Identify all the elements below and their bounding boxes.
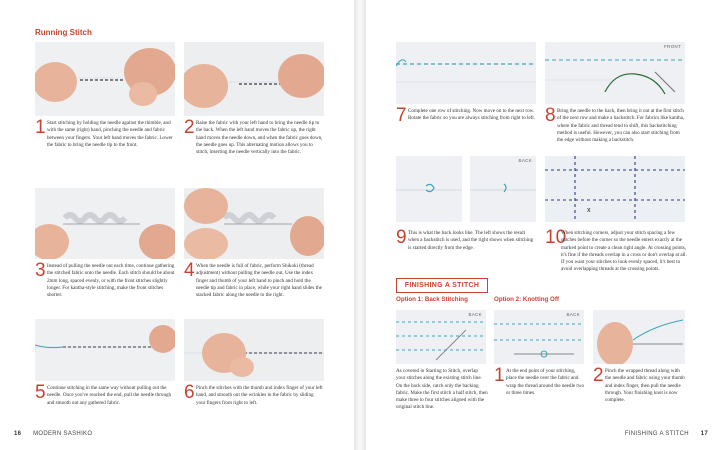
step-3	[35, 260, 175, 315]
photo-step-7	[396, 42, 536, 104]
label-back: BACK	[566, 312, 580, 317]
photo-step-9-left	[396, 156, 462, 222]
photo-step-5-illustration	[35, 319, 175, 381]
step-text: When stitching corners, adjust your stitch spacing a few stitches before the corner so the needle enters exactly at the marked point to create a clean right angle. At crossing points, it's fine if the threads overlap in a cross or don't overlap at all. If you want your stitches to look evenly spaced, it's best to avoid overlapping threads at the crossing points.	[561, 230, 687, 273]
step-1	[35, 117, 175, 180]
photo-option-1	[396, 310, 486, 364]
photo-step-4-illustration	[184, 188, 324, 259]
step-number: 1	[35, 117, 46, 138]
step-number: 5	[35, 382, 46, 403]
running-head: FINISHING A STITCH	[624, 431, 689, 437]
section-title-running-stitch: Running Stitch	[35, 28, 92, 37]
option-2-step-1	[494, 365, 586, 408]
footer-right	[625, 431, 708, 437]
step-number: 2	[593, 365, 604, 386]
photo-step-6-illustration	[184, 319, 324, 381]
step-number: 8	[545, 105, 556, 126]
photo-step-3-illustration	[35, 188, 175, 259]
step-number: 3	[35, 260, 46, 281]
option-1-title: Option 1: Back Stitching	[396, 296, 468, 303]
step-5	[35, 382, 175, 425]
step-text: As covered in Starting to Stitch, overlap your stitches along the existing stitch line. On the back side, catch only the backing fabric. Make the first stitch a half stitch, then make three to four stitches aligned with the original stitch line.	[396, 368, 488, 411]
book-gutter	[354, 0, 366, 450]
photo-step-4	[184, 188, 324, 259]
step-number: 4	[184, 260, 195, 281]
photo-step-3	[35, 188, 175, 259]
photo-step-7-illustration	[396, 42, 536, 104]
step-text: At the end point of your stitching, place the needle over the fabric and wrap the thread around the needle two or three times.	[506, 368, 585, 396]
photo-step-5	[35, 319, 175, 381]
svg-text:x: x	[587, 207, 591, 214]
label-front: FRONT	[664, 44, 681, 49]
page-number: 17	[700, 431, 708, 437]
option-1-text	[396, 368, 488, 426]
photo-step-8-illustration	[545, 42, 685, 104]
step-4	[184, 260, 324, 315]
photo-step-9-left-illustration	[396, 156, 462, 222]
step-text: Instead of pulling the needle out each time, continue gathering the stitched fabric onto the needle. Each stitch should be about 2mm long, spaced evenly, or with the front stitches slightly longer. For kantha-style stitching, make the front stitches shorter.	[47, 263, 175, 299]
photo-step-6	[184, 319, 324, 381]
label-back: BACK	[518, 158, 532, 163]
step-number: 10	[545, 227, 567, 248]
step-text: Continue stitching in the same way without pulling out the needle. Once you've reached the end, pull the needle through and smooth out any gathered fabric.	[47, 385, 172, 406]
step-text: Raise the fabric with your left hand to bring the needle tip to the back. When the left hand moves the fabric up, the right hand moves the needle down, and when the fabric goes down, the needle goes up. This alternating motion allows you to stitch, inserting the needle vertically into the fabric.	[196, 120, 323, 156]
left-page	[0, 0, 354, 450]
photo-step-1	[35, 42, 175, 116]
photo-step-8	[545, 42, 685, 104]
step-text: Pinch the wrapped thread along with the needle and fabric using your thumb and index finger, then pull the needle through. Your finishing knot is now complete.	[605, 368, 685, 404]
step-8	[545, 105, 685, 148]
step-6	[184, 382, 324, 425]
photo-step-10	[545, 156, 685, 222]
step-9	[396, 227, 536, 260]
step-number: 6	[184, 382, 195, 403]
step-text: Start stitching by holding the needle against the thimble, and with the same (right) hand, pinching the needle and fabric between your fingers. Your left hand moves the fabric. Lower the fabric to bring the needle tip to the front.	[47, 120, 173, 148]
photo-option-2-step-1-illustration	[494, 310, 584, 364]
step-number: 7	[396, 105, 407, 126]
step-text: Bring the needle to the back, then bring it out at the first stitch of the next row and make a backstitch. For fabrics like kantha, where the fabric and thread tend to shift, this backstitching method is useful. However, you can also start stitching from the edge without making a backstitch.	[557, 108, 685, 144]
footer-left	[14, 431, 92, 437]
step-number: 1	[494, 365, 505, 386]
step-text: Pinch the stitches with the thumb and index finger of your left hand, and smooth out the wrinkles in the fabric by sliding your fingers from right to left.	[196, 385, 323, 406]
photo-option-2-step-2	[593, 310, 685, 364]
finishing-stitch-banner: FINISHING A STITCH	[396, 278, 488, 293]
page-number: 16	[14, 431, 22, 437]
step-number: 2	[184, 117, 195, 138]
running-head: MODERN SASHIKO	[33, 431, 93, 437]
photo-step-9-right-illustration	[470, 156, 536, 222]
step-text: This is what the back looks like. The left shows the result when a backstitch is used, and the right shows when stitching is started directly from the edge.	[408, 230, 534, 251]
option-2-title: Option 2: Knotting Off	[494, 296, 559, 303]
photo-option-2-step-1	[494, 310, 584, 364]
photo-step-1-illustration	[35, 42, 175, 116]
photo-step-10-illustration	[545, 156, 685, 222]
photo-option-2-step-2-illustration	[593, 310, 685, 364]
step-7	[396, 105, 536, 148]
photo-step-2	[184, 42, 324, 116]
option-2-step-2	[593, 365, 687, 416]
step-text: Complete one row of stitching. Now move on to the next row. Rotate the fabric so you are always stitching from right to left.	[408, 108, 536, 122]
photo-option-1-illustration	[396, 310, 486, 364]
label-back: BACK	[468, 312, 482, 317]
step-text: When the needle is full of fabric, perform Shikoki (thread adjustment) without pulling the needle out. Use the index finger and thumb of your left hand to pinch and hold the needle tip and fabric in place, while your right hand slides the stacked fabric along the needle to the right.	[196, 263, 322, 299]
photo-step-2-illustration	[184, 42, 324, 116]
step-10	[545, 227, 687, 286]
step-number: 9	[396, 227, 407, 248]
photo-step-9-right	[470, 156, 536, 222]
step-2	[184, 117, 324, 180]
